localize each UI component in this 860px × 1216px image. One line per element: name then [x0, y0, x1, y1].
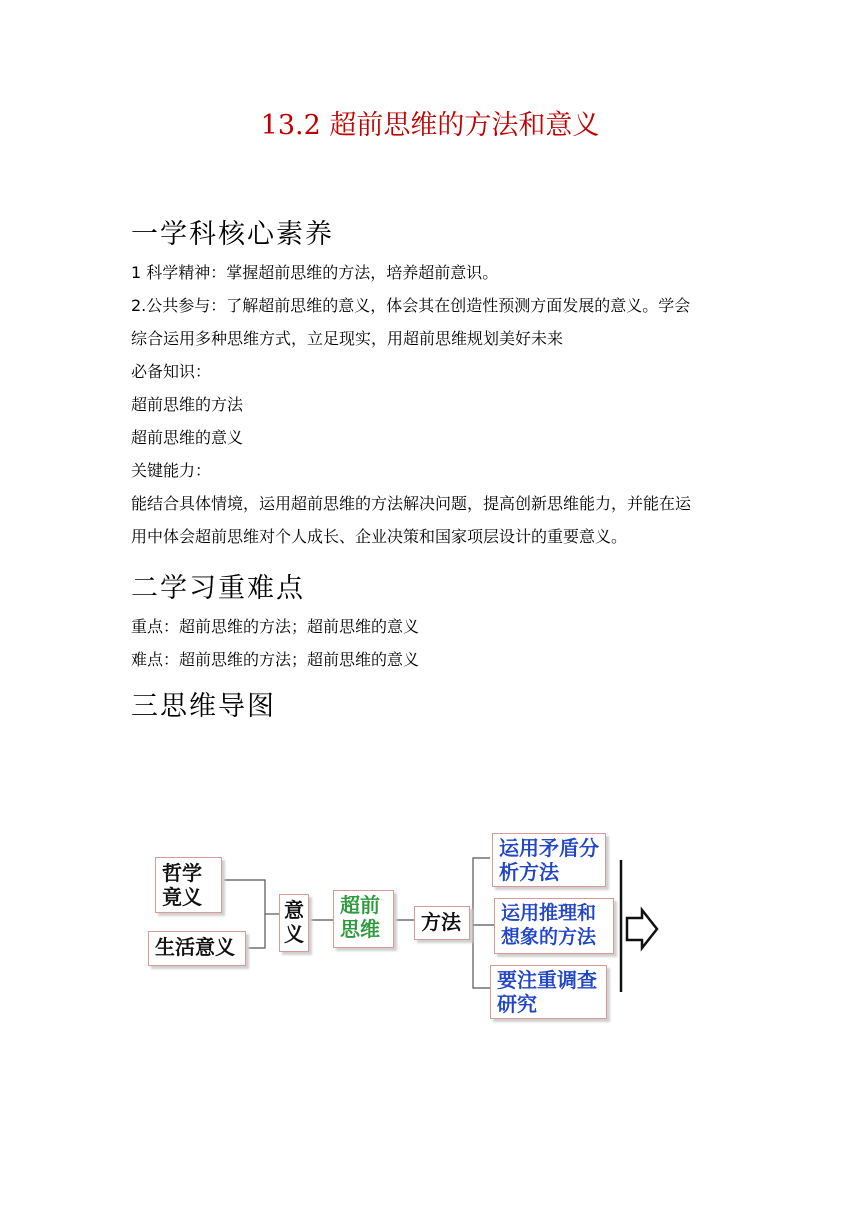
text-line: 用中体会超前思维对个人成长、企业决策和国家项层设计的重要意义。 [131, 527, 628, 546]
section-heading-mind-map: 三思维导图 [131, 691, 276, 722]
section2-body [131, 610, 736, 676]
node-meaning: 意义 [279, 894, 309, 952]
node-center-foresight: 超前思维 [333, 890, 394, 948]
section1-body [131, 256, 736, 553]
text-line: 1 科学精神：掌握超前思维的方法，培养超前意识。 [131, 263, 499, 282]
text-line: 超前思维的方法 [131, 395, 244, 414]
node-life-meaning: 生活意义 [148, 931, 246, 966]
text-line: 能结合具体情境，运用超前思维的方法解决问题，提高创新思维能力，并能在运 [131, 494, 692, 513]
page-title: 13.2 超前思维的方法和意义 [260, 110, 600, 141]
section-heading-core-literacy: 一学科核心素养 [131, 219, 334, 250]
text-line: 2.公共参与：了解超前思维的意义，体会其在创造性预测方面发展的意义。学会 [131, 296, 691, 315]
node-method-investigation: 要注重调查研究 [490, 965, 607, 1019]
node-method: 方法 [414, 906, 470, 940]
node-method-reasoning: 运用推理和想象的方法 [494, 898, 614, 954]
node-method-contradiction: 运用矛盾分析方法 [492, 833, 606, 887]
text-line: 超前思维的意义 [131, 428, 244, 447]
section-heading-key-difficulties: 二学习重难点 [131, 573, 305, 604]
text-line: 必备知识： [131, 362, 212, 381]
text-line: 难点：超前思维的方法；超前思维的意义 [131, 650, 420, 669]
node-philosophy-meaning: 哲学竟义 [155, 857, 222, 913]
text-line: 综合运用多种思维方式，立足现实，用超前思维规划美好未来 [131, 329, 564, 348]
text-line: 关键能力： [131, 461, 212, 480]
text-line: 重点：超前思维的方法；超前思维的意义 [131, 617, 420, 636]
